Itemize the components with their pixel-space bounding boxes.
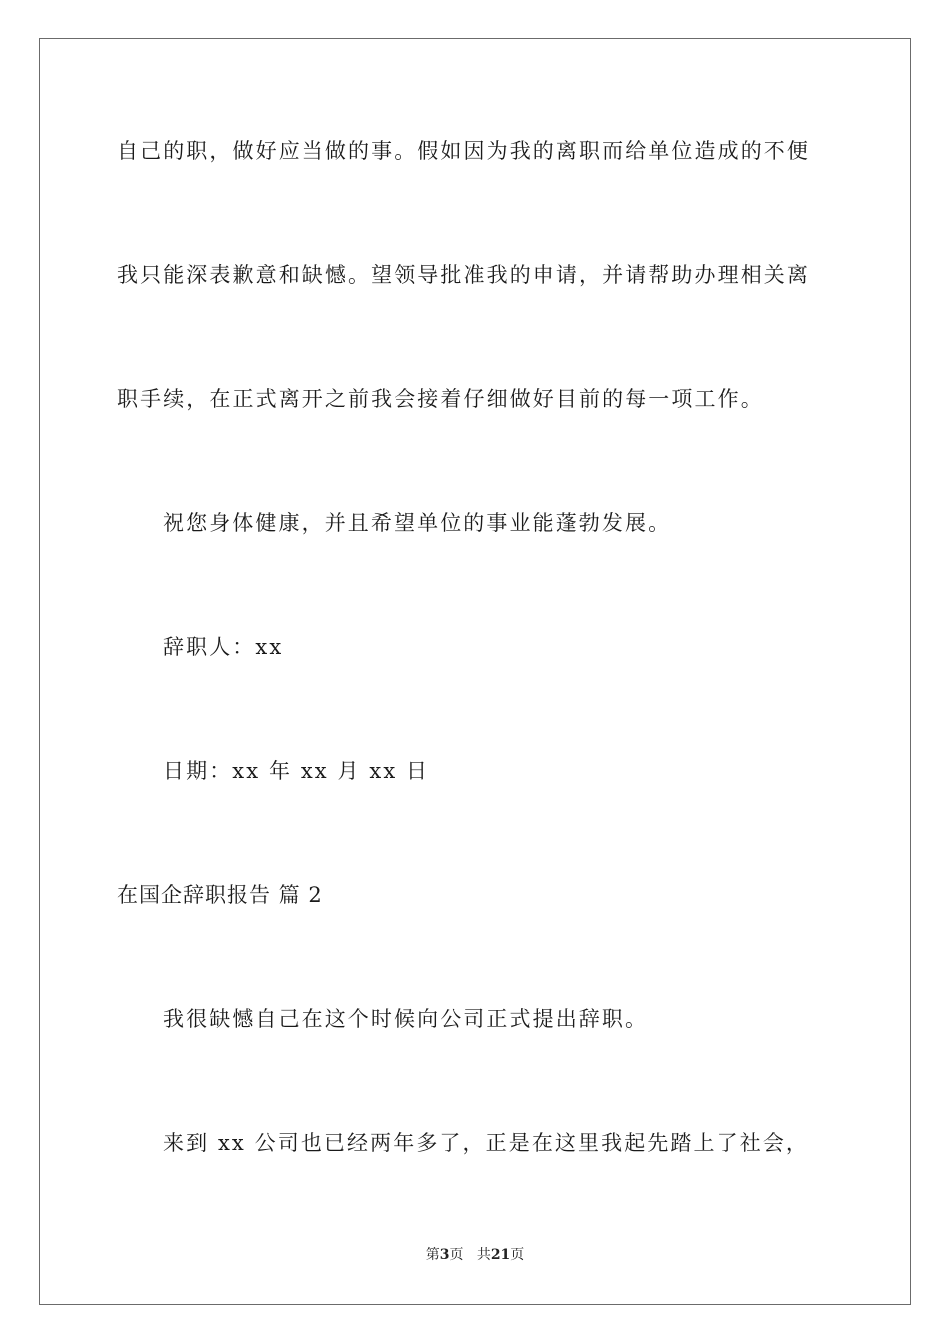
paragraph-line-2: 来到 xx 公司也已经两年多了，正是在这里我起先踏上了社会， xyxy=(163,1131,810,1155)
page-border xyxy=(39,38,911,1305)
paragraph-line-1: 我很缺憾自己在这个时候向公司正式提出辞职。 xyxy=(163,1007,649,1031)
footer-page-prefix: 第 xyxy=(425,1247,440,1263)
page-footer xyxy=(0,1246,950,1264)
date-line: 日期：xx 年 xx 月 xx 日 xyxy=(163,759,430,783)
footer-total-pages: 21 xyxy=(490,1247,511,1263)
resigner-line: 辞职人：xx xyxy=(163,635,284,659)
footer-total-suffix: 页 xyxy=(510,1247,525,1263)
body-line-1: 自己的职，做好应当做的事。假如因为我的离职而给单位造成的不便 xyxy=(117,139,810,163)
body-line-2: 我只能深表歉意和缺憾。望领导批准我的申请，并请帮助办理相关离 xyxy=(117,263,810,287)
section-heading: 在国企辞职报告 篇 2 xyxy=(117,883,323,907)
footer-page-suffix: 页 xyxy=(449,1247,464,1263)
body-line-3: 职手续，在正式离开之前我会接着仔细做好目前的每一项工作。 xyxy=(117,387,764,411)
closing-wish: 祝您身体健康，并且希望单位的事业能蓬勃发展。 xyxy=(163,511,672,535)
footer-page-number: 3 xyxy=(439,1247,450,1263)
footer-total-prefix: 共 xyxy=(476,1247,491,1263)
